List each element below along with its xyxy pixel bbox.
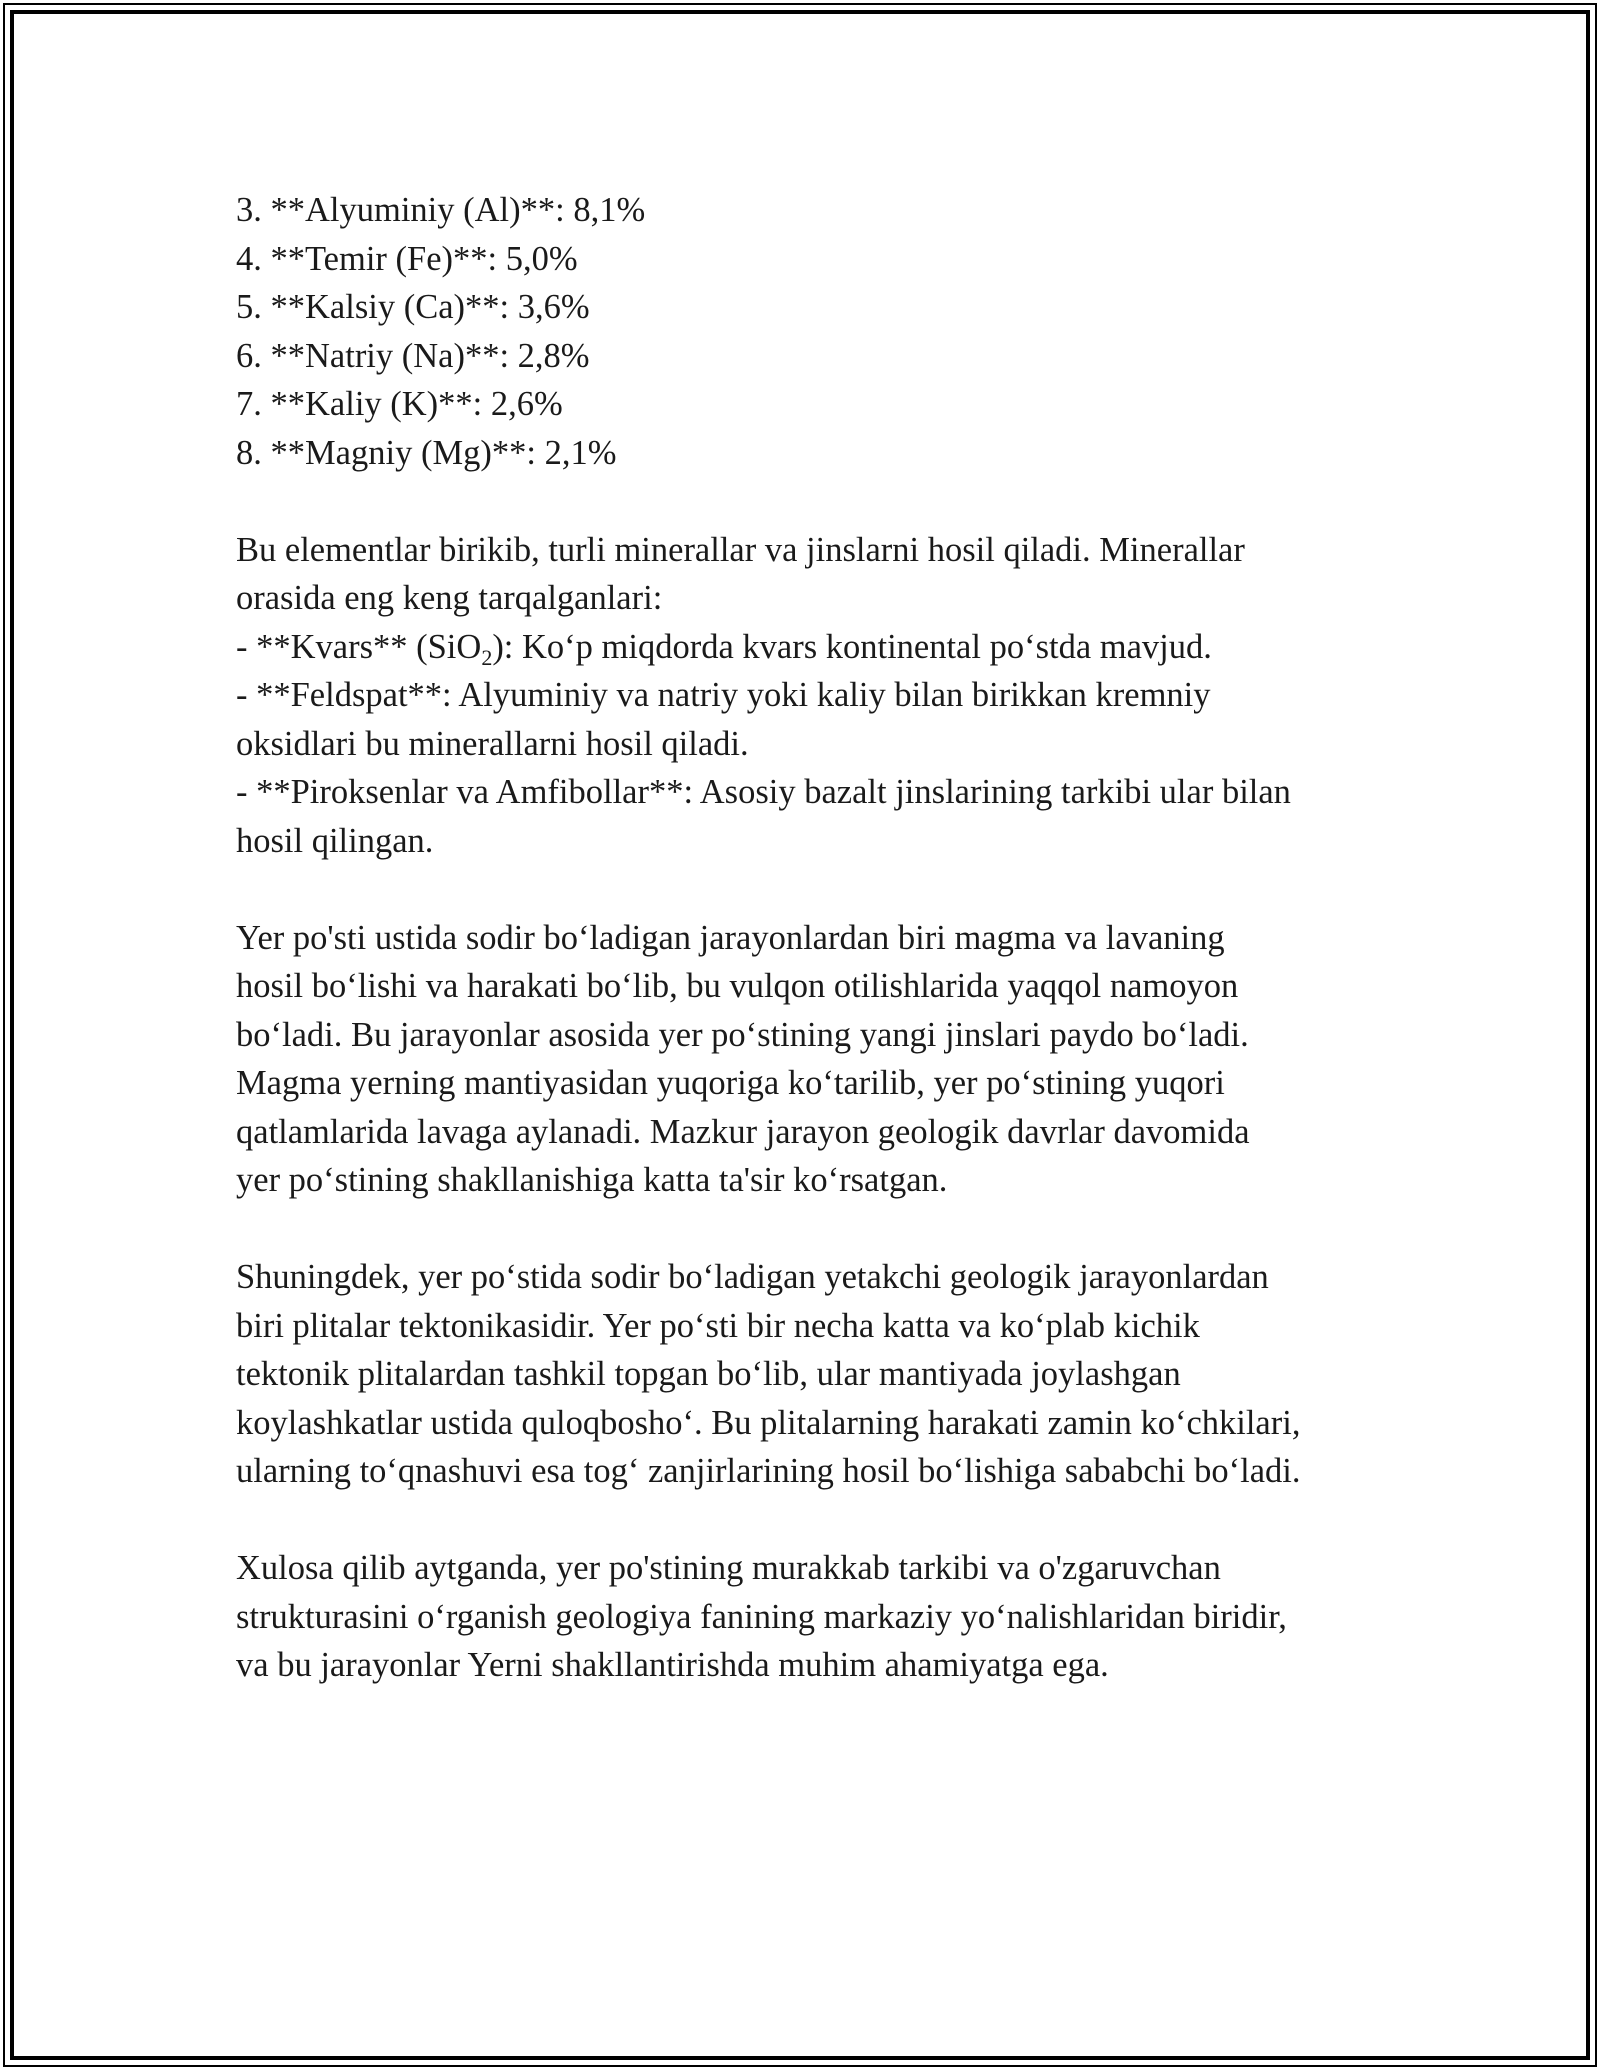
list-item: 7. **Kaliy (K)**: 2,6% [236,385,563,423]
paragraph-gap [236,1496,1396,1545]
text-line: yer poʻstining shakllanishiga katta ta'sir koʻrsatgan. [236,1161,948,1199]
text-line: hosil qilingan. [236,821,434,860]
text-line: orasida eng keng tarqalganlari: [236,579,663,617]
text-line: Magma yerning mantiyasidan yuqoriga koʻtarilib, yer poʻstining yuqori [236,1064,1225,1102]
text-line: hosil boʻlishi va harakati boʻlib, bu vulqon otilishlarida yaqqol namoyon [236,967,1239,1005]
text-line: strukturasini oʻrganish geologiya fanining markaziy yoʻnalishlaridan biridir, [236,1597,1287,1636]
document-body [236,186,1396,1690]
text-line: boʻladi. Bu jarayonlar asosida yer poʻstining yangi jinslari paydo boʻladi. [236,1015,1249,1054]
list-item: 8. **Magniy (Mg)**: 2,1% [236,433,617,472]
magma-paragraph [236,914,1396,1205]
text-line: koylashkatlar ustida quloqboshoʻ. Bu plitalarning harakati zamin koʻchkilari, [236,1403,1301,1442]
paragraph-gap [236,477,1396,526]
text-line: - **Piroksenlar va Amfibollar**: Asosiy bazalt jinslarining tarkibi ular bilan [236,773,1291,811]
tectonics-paragraph [236,1253,1396,1496]
text-line: Xulosa qilib aytganda, yer po'stining murakkab tarkibi va o'zgaruvchan [236,1549,1221,1587]
kvars-text: - **Kvars** (SiO [236,627,482,666]
list-item: 6. **Natriy (Na)**: 2,8% [236,336,590,375]
text-line: Yer po'sti ustida sodir boʻladigan jarayonlardan biri magma va lavaning [236,918,1225,957]
text-line: va bu jarayonlar Yerni shakllantirishda muhim ahamiyatga ega. [236,1646,1109,1684]
element-list [236,186,1396,477]
list-item: 4. **Temir (Fe)**: 5,0% [236,239,578,278]
text-line: biri plitalar tektonikasidir. Yer poʻsti bir necha katta va koʻplab kichik [236,1306,1200,1345]
list-item: 3. **Alyuminiy (Al)**: 8,1% [236,191,646,229]
text-line: ularning toʻqnashuvi esa togʻ zanjirlarining hosil boʻlishiga sababchi boʻladi. [236,1452,1301,1490]
list-item: 5. **Kalsiy (Ca)**: 3,6% [236,288,590,326]
text-line: tektonik plitalardan tashkil topgan boʻlib, ular mantiyada joylashgan [236,1355,1181,1393]
text-line: - **Feldspat**: Alyuminiy va natriy yoki kaliy bilan birikkan kremniy [236,676,1211,714]
text-line: Shuningdek, yer poʻstida sodir boʻladigan yetakchi geologik jarayonlardan [236,1258,1269,1296]
minerals-paragraph [236,526,1396,866]
text-line: oksidlari bu minerallarni hosil qiladi. [236,724,749,763]
text-line: Bu elementlar birikib, turli minerallar va jinslarni hosil qiladi. Minerallar [236,530,1245,569]
kvars-line [236,623,1396,672]
subscript-two: 2 [481,644,493,670]
conclusion-paragraph [236,1544,1396,1690]
paragraph-gap [236,1205,1396,1254]
kvars-text-rest: ): Koʻp miqdorda kvars kontinental poʻstda mavjud. [492,627,1212,666]
paragraph-gap [236,865,1396,914]
text-line: qatlamlarida lavaga aylanadi. Mazkur jarayon geologik davrlar davomida [236,1112,1250,1151]
